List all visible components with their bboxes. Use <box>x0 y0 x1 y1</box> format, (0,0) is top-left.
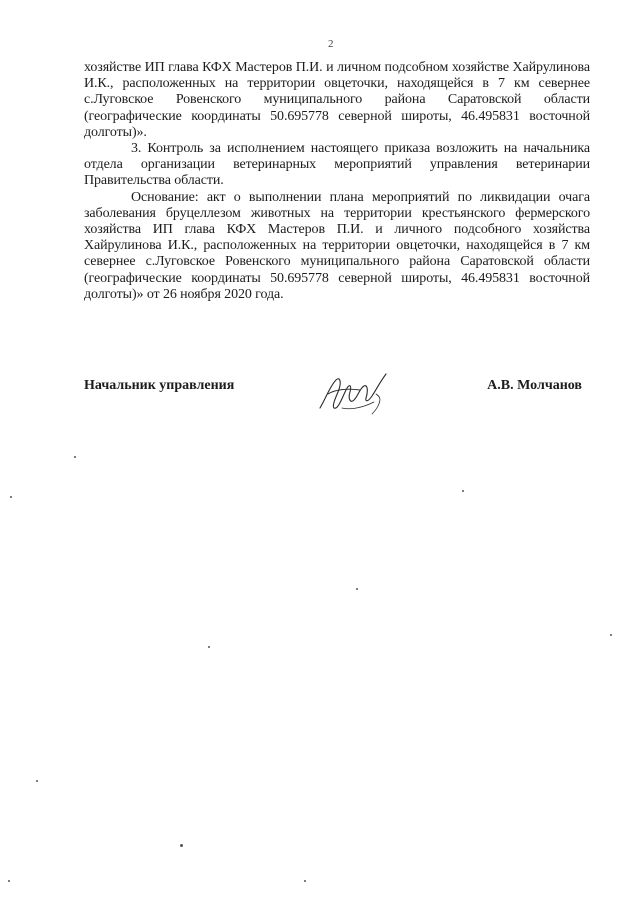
scan-speck <box>36 780 38 782</box>
signature-block <box>84 368 590 428</box>
paragraph-continuation: хозяйстве ИП глава КФХ Мастеров П.И. и личном подсобном хозяйстве Хайрулинова И.К., расположенных на территории овцеточки, находящейся в 7 км севернее с.Луговское Ровенского муниципального района Саратовской области (географические координаты 50.695778 северной широты, 46.495831 восточной долготы)». <box>84 60 590 140</box>
signer-title: Начальник управления <box>84 378 235 393</box>
document-body <box>84 60 590 303</box>
scan-speck <box>304 880 306 882</box>
scan-speck <box>356 588 358 590</box>
scan-speck <box>180 844 183 847</box>
scan-speck <box>462 490 464 492</box>
handwritten-signature <box>316 368 398 416</box>
scan-speck <box>8 880 10 882</box>
paragraph-basis: Основание: акт о выполнении плана мероприятий по ликвидации очага заболевания бруцеллезом животных на территории крестьянского фермерского хозяйства ИП глава КФХ Мастеров П.И. и личного подсобного хозяйства Хайрулинова И.К., расположенных на территории овцеточки, находящейся в 7 км севернее с.Луговское Ровенского муниципального района Саратовской области (географические координаты 50.695778 северной широты, 46.495831 восточной долготы)» от 26 ноября 2020 года. <box>84 189 590 302</box>
scan-speck <box>610 634 612 636</box>
paragraph-control: 3. Контроль за исполнением настоящего приказа возложить на начальника отдела организации ветеринарных мероприятий управления ветеринарии Правительства области. <box>84 141 590 189</box>
page-number: 2 <box>328 38 334 50</box>
scan-speck <box>74 456 76 458</box>
scan-speck <box>208 646 210 648</box>
scan-speck <box>10 496 12 498</box>
signer-name: А.В. Молчанов <box>487 378 582 393</box>
